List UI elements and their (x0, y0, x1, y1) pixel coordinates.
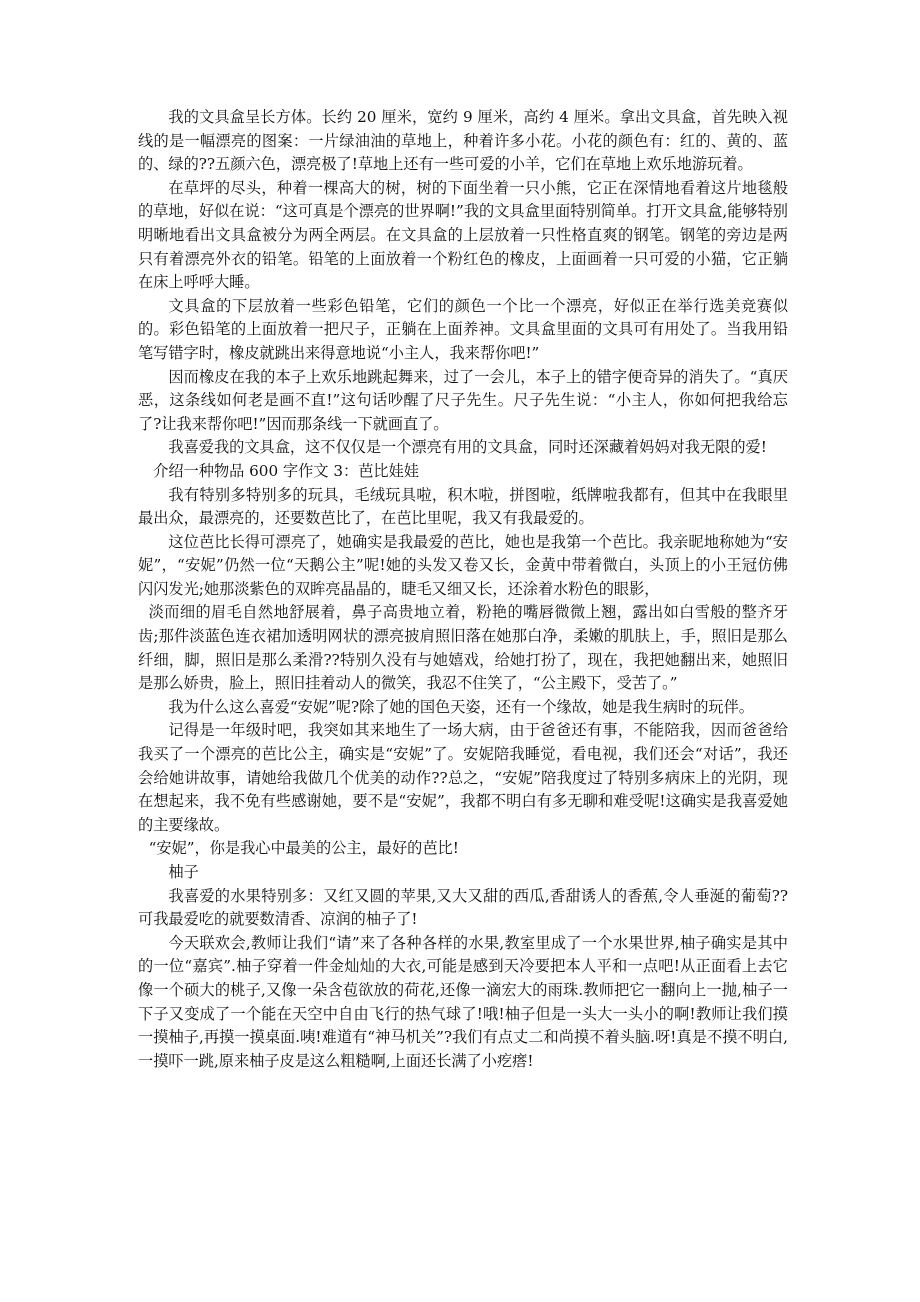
essay-heading-barbie: 介绍一种物品 600 字作文 3：芭比娃娃 (153, 461, 419, 480)
paragraph-pencil-box-lower: 文具盒的下层放着一些彩色铅笔，它们的颜色一个比一个漂亮，好似正在举行选美竞赛似的。彩色铅笔的上面放着一把尺子，正躺在上面养神。文具盒里面的文具可有用处了。当我用铅笔写错字时，橡皮就跳出来得意地说“小主人，我来帮你吧!” (138, 296, 788, 362)
paragraph-pencil-box-upper: 在草坪的尽头，种着一棵高大的树，树的下面坐着一只小熊，它正在深情地看着这片地毯般的草地，好似在说：“这可真是个漂亮的世界啊!”我的文具盒里面特别简单。打开文具盒,能够特别明晰地看出文具盒被分为两全两层。在文具盒的上层放着一只性格直爽的钢笔。钢笔的旁边是两只有着漂亮外衣的铅笔。铅笔的上面放着一个粉红色的橡皮，上面画着一只可爱的小猫，它正躺在床上呼呼大睡。 (138, 178, 788, 292)
paragraph-why-annie: 我为什么这么喜爱“安妮”呢?除了她的国色天姿，还有一个缘故，她是我生病时的玩伴。 (168, 697, 754, 716)
paragraph-pencil-box-intro: 我的文具盒呈长方体。长约 20 厘米，宽约 9 厘米，高约 4 厘米。拿出文具盒，首先映入视线的是一幅漂亮的图案：一片绿油油的草地上，种着许多小花。小花的颜色有：红的、黄的、蓝的、绿的??五颜六色，漂亮极了!草地上还有一些可爱的小羊，它们在草地上欢乐地游玩着。 (138, 108, 788, 174)
paragraph-toys: 我有特别多特别多的玩具，毛绒玩具啦，积木啦，拼图啦，纸牌啦我都有，但其中在我眼里最出众，最漂亮的，还要数芭比了，在芭比里呢，我又有我最爱的。 (138, 485, 788, 528)
paragraph-annie-closing: “安妮”，你是我心中最美的公主，最好的芭比! (148, 839, 459, 858)
paragraph-pencil-box-conclusion: 我喜爱我的文具盒，这不仅仅是一个漂亮有用的文具盒，同时还深藏着妈妈对我无限的爱! (168, 438, 767, 457)
paragraph-eraser-ruler: 因而橡皮在我的本子上欢乐地跳起舞来，过了一会儿，本子上的错字便奇异的消失了。“真厌恶，这条线如何老是画不直!”这句话吵醒了尺子先生。尺子先生说：“小主人，你如何把我给忘了?让我来帮你吧!”因而那条线一下就画直了。 (138, 367, 788, 433)
paragraph-favorite-fruits: 我喜爱的水果特别多：又红又圆的苹果,又大又甜的西瓜,香甜诱人的香蕉,令人垂涎的葡萄??可我最爱吃的就要数清香、凉润的柚子了! (138, 886, 788, 929)
essay-heading-pomelo: 柚子 (168, 863, 199, 881)
paragraph-pomelo-party: 今天联欢会,教师让我们“请”来了各种各样的水果,教室里成了一个水果世界,柚子确实是其中的一位“嘉宾”.柚子穿着一件金灿灿的大衣,可能是感到天冷要把本人平和一点吧!从正面看上去它像一个硕大的桃子,又像一朵含苞欲放的荷花,还像一滴宏大的雨珠.教师把它一翻向上一抛,柚子一下子又变成了一个能在天空中自由飞行的热气球了!哦!柚子但是一头大一头小的啊!教师让我们摸一摸柚子,再摸一摸桌面.咦!难道有“神马机关”?我们有点丈二和尚摸不着头脑.呀!真是不摸不明白,一摸吓一跳,原来柚子皮是这么粗糙啊,上面还长满了小疙瘩! (138, 933, 788, 1070)
paragraph-annie-details: 淡而细的眉毛自然地舒展着，鼻子高贵地立着，粉艳的嘴唇微微上翘，露出如白雪般的整齐牙齿;那件淡蓝色连衣裙加透明网状的漂亮披肩照旧落在她那白净，柔嫩的肌肤上，手，照旧是那么纤细，脚，照旧是那么柔滑??特别久没有与她嬉戏，给她打扮了，现在，我把她翻出来，她照旧是那么娇贵，脸上，照旧挂着动人的微笑，我忍不住笑了，“公主殿下，受苦了。” (138, 603, 788, 693)
paragraph-annie-looks: 这位芭比长得可漂亮了，她确实是我最爱的芭比，她也是我第一个芭比。我亲昵地称她为“安妮”，“安妮”仍然一位“天鹅公主”呢!她的头发又卷又长，金黄中带着微白，头顶上的小王冠仿佛闪闪发光;她那淡紫色的双眸亮晶晶的，睫毛又细又长，还涂着水粉色的眼影， (138, 532, 788, 598)
document-body (138, 106, 788, 1073)
paragraph-illness-memory: 记得是一年级时吧，我突如其来地生了一场大病，由于爸爸还有事，不能陪我，因而爸爸给我买了一个漂亮的芭比公主，确实是“安妮”了。安妮陪我睡觉，看电视，我们还会“对话”，我还会给她讲故事，请她给我做几个优美的动作??总之，“安妮”陪我度过了特别多病床上的光阴，现在想起来，我不免有些感谢她，要不是“安妮”，我都不明白有多无聊和难受呢!这确实是我喜爱她的主要缘故。 (138, 721, 788, 834)
